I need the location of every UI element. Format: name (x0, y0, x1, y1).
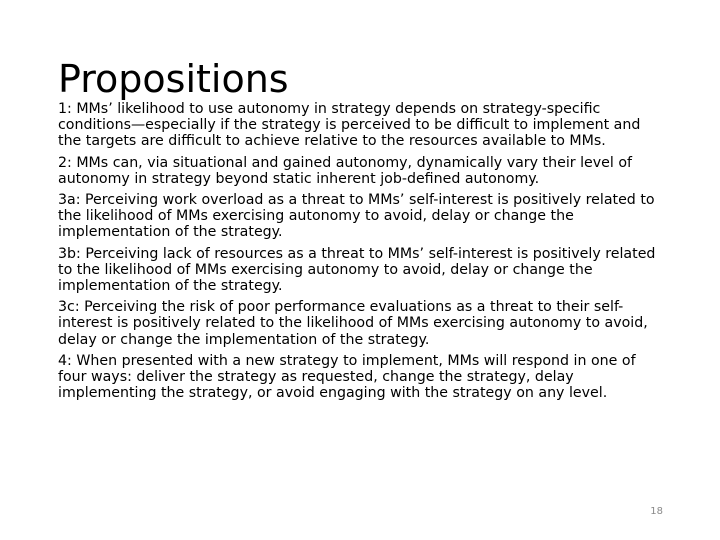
proposition-4: 4: When presented with a new strategy to implement, MMs will respond in one of four ways: deliver the strategy as requested, change the strategy, delay implementing the strategy, or avoid engaging with the strategy on any level. (58, 352, 636, 402)
proposition-3c: 3c: Perceiving the risk of poor performance evaluations as a threat to their self-interest is positively related to the likelihood of MMs exercising autonomy to avoid, delay or change the implementation of the strategy. (58, 299, 648, 348)
proposition-1: 1: MMs’ likelihood to use autonomy in strategy depends on strategy-specific conditions—especially if the strategy is perceived to be difficult to implement and the targets are difficult to achieve relative to the resources available to MMs. (58, 101, 641, 150)
slide-title: Propositions (58, 57, 289, 101)
proposition-2: 2: MMs can, via situational and gained autonomy, dynamically vary their level of autonomy in strategy beyond static inherent job-defined autonomy. (58, 154, 633, 187)
proposition-3b: 3b: Perceiving lack of resources as a threat to MMs’ self-interest is positively related to the likelihood of MMs exercising autonomy to avoid, delay or change the implementation of the strategy. (58, 245, 656, 295)
page-number: 18 (650, 506, 663, 517)
proposition-3a: 3a: Perceiving work overload as a threat to MMs’ self-interest is positively related to the likelihood of MMs exercising autonomy to avoid, delay or change the implementation of the strategy. (58, 192, 655, 241)
propositions-list (58, 101, 668, 406)
